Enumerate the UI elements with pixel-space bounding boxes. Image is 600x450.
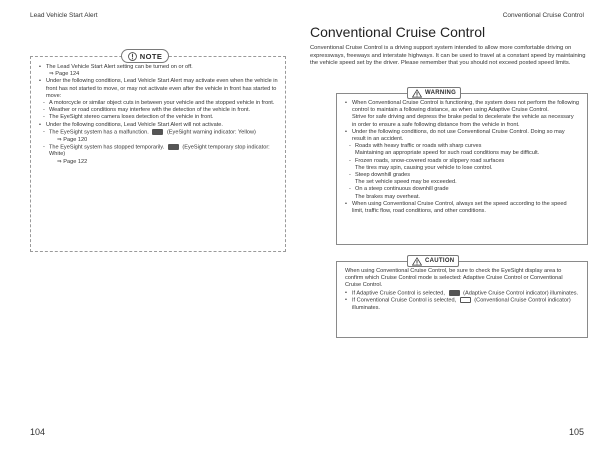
right-page xyxy=(300,0,600,450)
list-subitem: - Steep downhill grades xyxy=(349,172,411,179)
list-item: • When Conventional Cruise Control is functioning, the system does not perform the following control to maintain a following distance, as when using Adaptive Cruise Control. xyxy=(345,100,579,114)
caution-paragraph: When using Conventional Cruise Control, be sure to check the EyeSight display area to confirm which Cruise Control mode is selected: Adaptive Cruise Control or Conventional Cruise Control. xyxy=(345,268,563,289)
page-number: 105 xyxy=(568,427,584,437)
page-reference: ⇒ Page 122 xyxy=(57,158,88,165)
eyesight-temporary-stop-indicator-icon xyxy=(168,144,179,150)
list-subitem-note: The tires may spin, causing your vehicle to lose control. xyxy=(355,164,493,171)
page-number: 104 xyxy=(30,427,46,437)
list-item: • Under the following conditions, do not use Conventional Cruise Control. Doing so may result in an accident. xyxy=(345,129,579,143)
page-reference: ⇒ Page 120 xyxy=(57,136,88,143)
adaptive-cruise-control-indicator-icon xyxy=(449,290,460,296)
list-subitem: - The EyeSight stereo camera loses detection of the vehicle in front. xyxy=(43,114,214,121)
list-subitem-note: The brakes may overheat. xyxy=(355,193,420,200)
list-subitem: - A motorcycle or similar object cuts in between your vehicle and the stopped vehicle in front. xyxy=(43,100,275,107)
eyesight-warning-indicator-icon xyxy=(152,129,163,135)
note-title: NOTE xyxy=(139,51,163,61)
conventional-cruise-control-indicator-icon xyxy=(460,297,471,303)
warning-header xyxy=(407,87,461,99)
list-item: • If Conventional Cruise Control is selected, (Conventional Cruise Control indicator) illuminates. xyxy=(345,297,579,312)
list-subitem: - Weather or road conditions may interfere with the detection of the vehicle in front. xyxy=(43,107,251,114)
note-icon xyxy=(128,52,137,61)
list-item: • The Lead Vehicle Start Alert setting can be turned on or off. xyxy=(39,64,279,71)
list-subitem: - The EyeSight system has stopped temporarily. (EyeSight temporary stop indicator: White) xyxy=(43,143,270,158)
page-title: Conventional Cruise Control xyxy=(310,24,486,40)
warning-box xyxy=(336,90,588,245)
list-subitem-note: Maintaining an appropriate speed for such road conditions may be difficult. xyxy=(355,150,540,157)
list-subitem-note: The set vehicle speed may be exceeded. xyxy=(355,179,457,186)
list-item: • When using Conventional Cruise Control, always set the speed according to the speed limit, traffic flow, road conditions, and other conditions. xyxy=(345,201,579,215)
note-header xyxy=(121,49,169,63)
intro-paragraph: Conventional Cruise Control is a driving support system intended to allow more comfortable driving on expressways, freeways and interstate highways. It can be used to travel at a constant speed by maintaining the vehicle speed set by the driver. Please remember that you should not exceed posted speed limits. xyxy=(310,45,586,67)
list-item-continuation: Strive for safe driving and depress the brake pedal to decelerate the vehicle as necessary in order to ensure a safe following distance from the vehicle in front. xyxy=(352,114,574,128)
caution-header xyxy=(407,255,459,267)
list-subitem: - Frozen roads, snow-covered roads or slippery road surfaces xyxy=(349,157,505,164)
list-subitem: - Roads with heavy traffic or roads with sharp curves xyxy=(349,143,482,150)
note-box xyxy=(30,51,286,252)
caution-box xyxy=(336,258,588,338)
list-subitem: - The EyeSight system has a malfunction. (EyeSight warning indicator: Yellow) xyxy=(43,128,256,136)
running-head: Conventional Cruise Control xyxy=(502,12,584,19)
list-item: • Under the following conditions, Lead Vehicle Start Alert may activate even when the vehicle in front has not started to move, or may not activate even after the vehicle in front has started to move: xyxy=(39,78,279,100)
page-reference: ⇒ Page 124 xyxy=(49,71,80,78)
warning-title: WARNING xyxy=(425,90,457,96)
caution-title: CAUTION xyxy=(425,258,455,264)
list-item: • Under the following conditions, Lead Vehicle Start Alert will not activate. xyxy=(39,122,279,129)
list-subitem: - On a steep continuous downhill grade xyxy=(349,186,449,193)
list-item: • If Adaptive Cruise Control is selected, (Adaptive Cruise Control indicator) illuminates. xyxy=(345,290,579,298)
running-head: Lead Vehicle Start Alert xyxy=(30,12,98,19)
caution-triangle-icon xyxy=(412,257,422,266)
warning-triangle-icon xyxy=(412,89,422,98)
